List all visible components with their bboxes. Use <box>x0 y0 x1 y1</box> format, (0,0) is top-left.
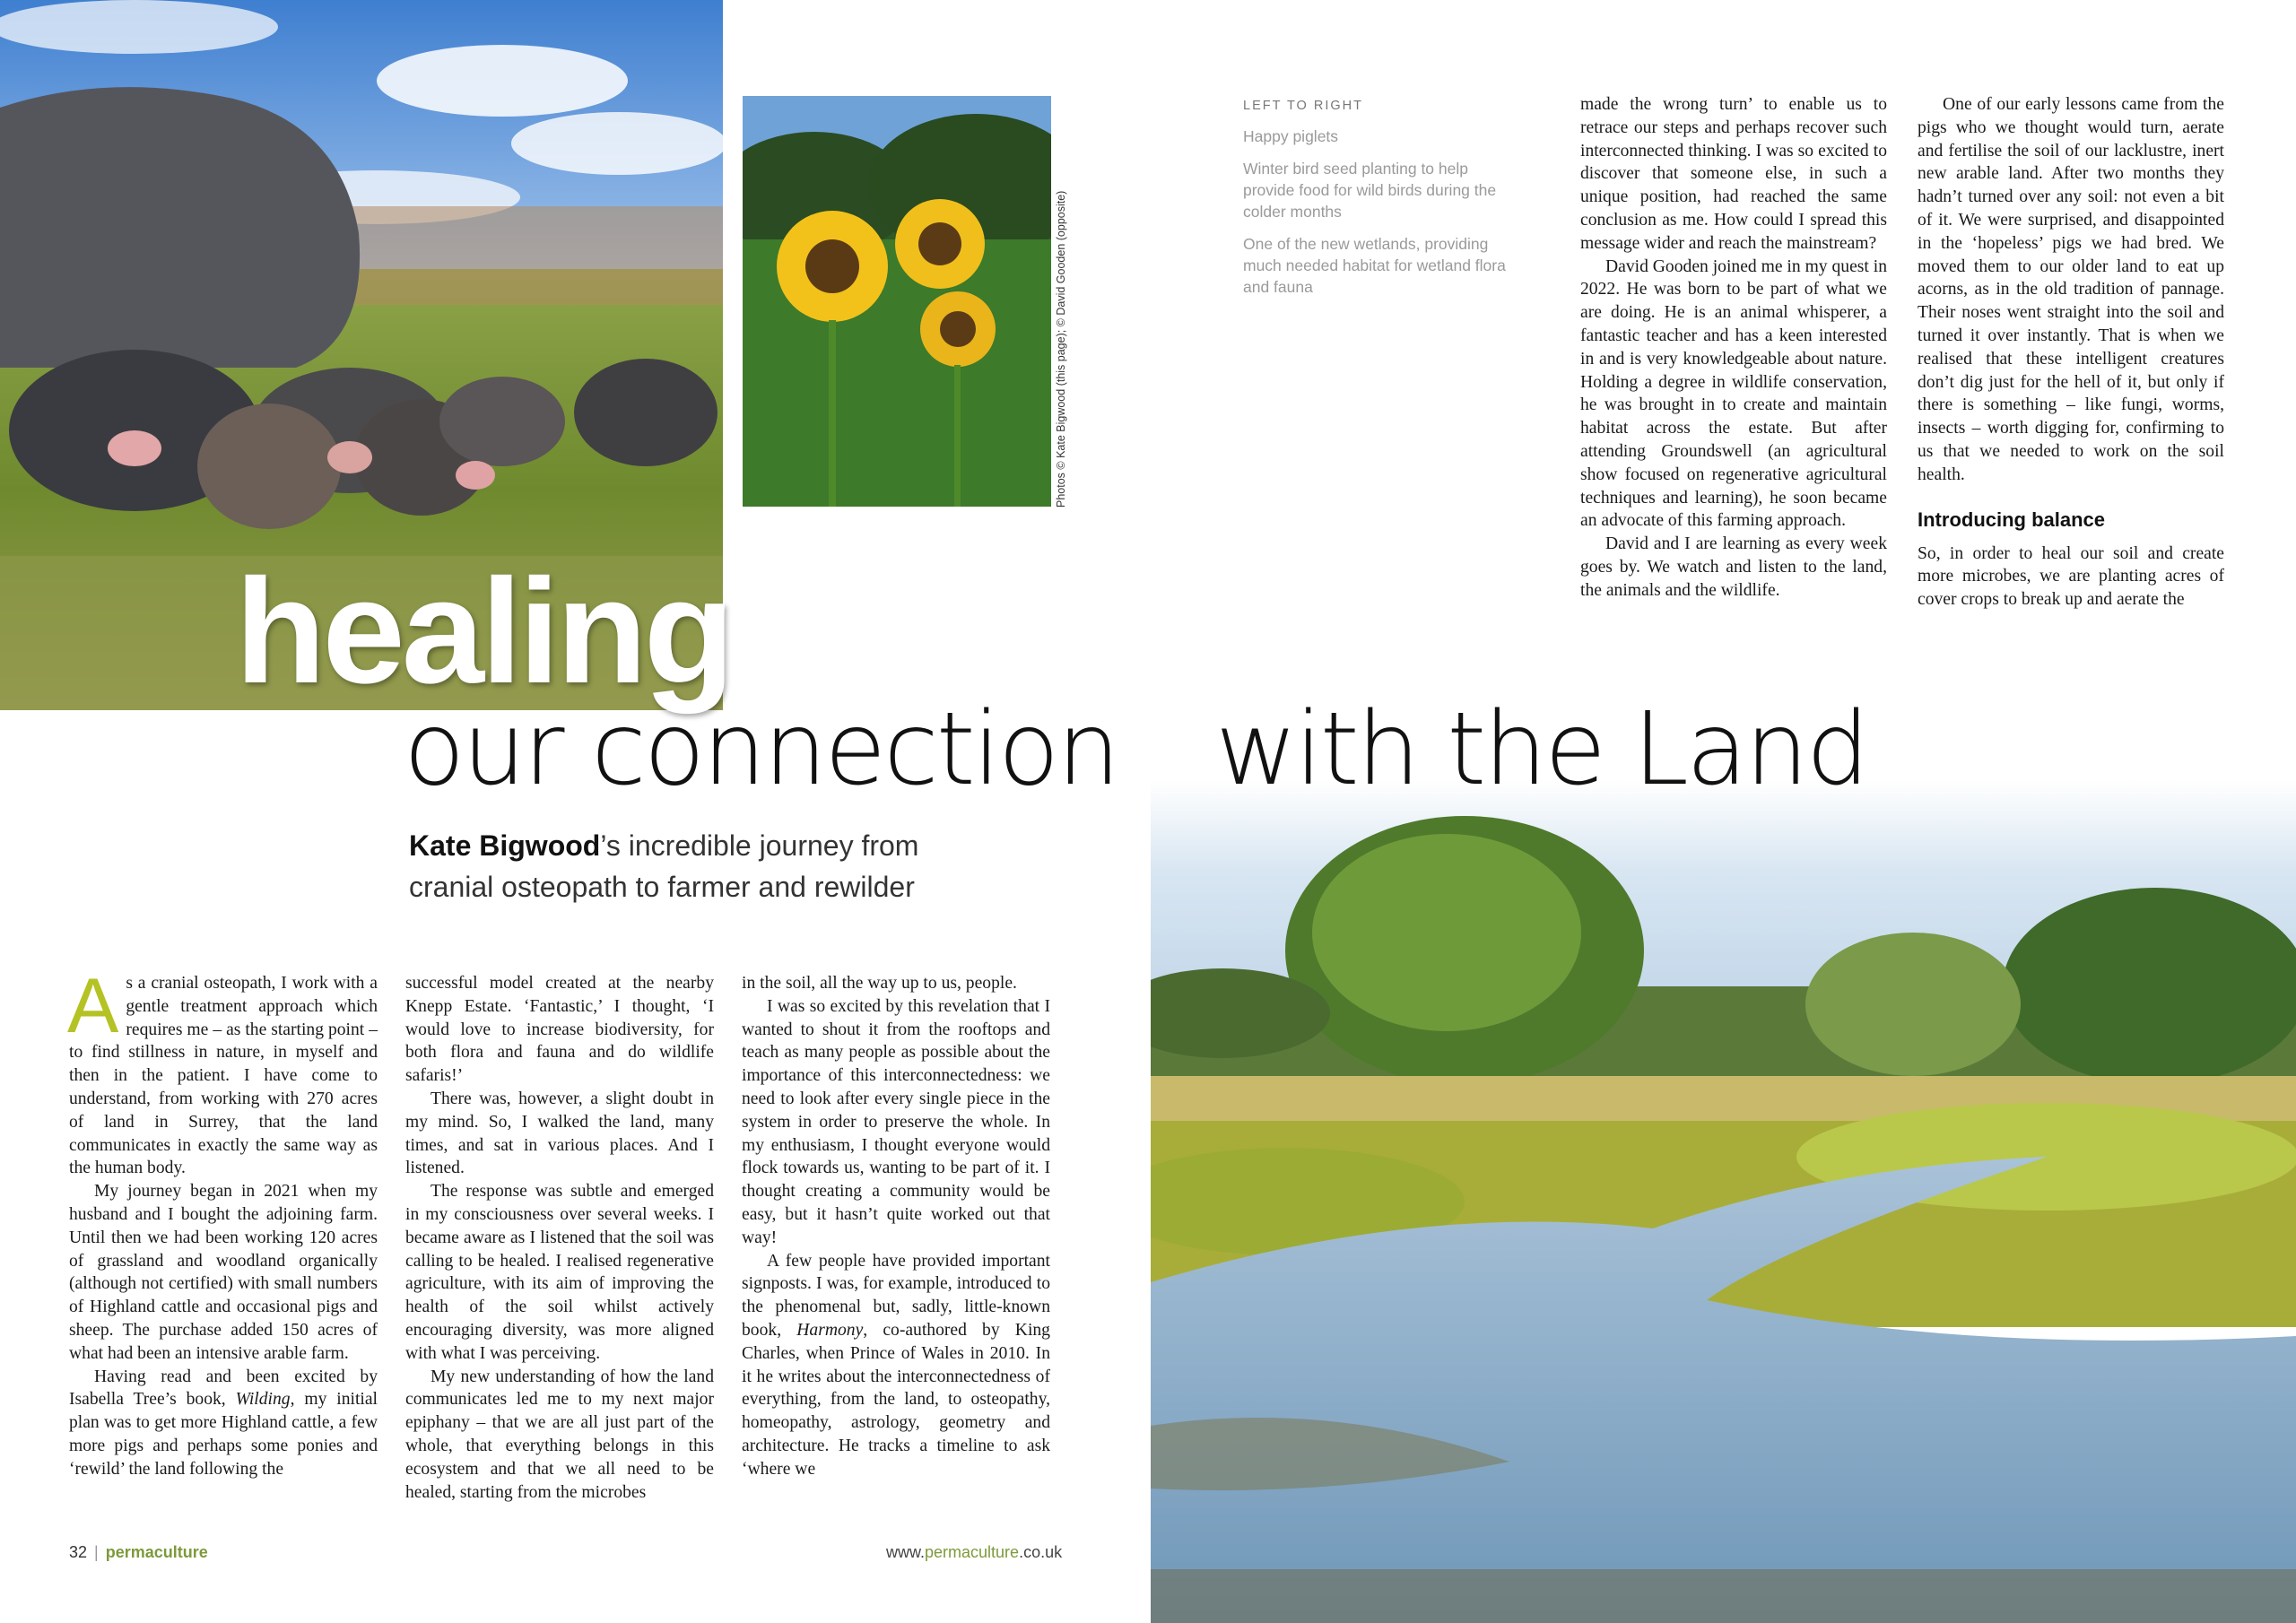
paragraph: Having read and been excited by Isabella Tree’s book, Wilding, my initial plan was to get more Highland cattle, a few more pigs and perhaps some ponies and ‘rewild’ the land following the <box>69 1367 378 1479</box>
headline-word-healing: healing <box>235 549 732 715</box>
website-url: www.permaculture.co.uk <box>886 1543 1063 1561</box>
body-column-1 <box>67 963 378 1481</box>
body-column-4 <box>1580 93 1887 603</box>
magazine-logo: permaculture <box>105 1543 208 1561</box>
book-title: Harmony <box>796 1320 864 1340</box>
body-column-5 <box>1918 93 2224 612</box>
body-column-3 <box>742 972 1050 1481</box>
paragraph: There was, however, a slight doubt in my mind. So, I walked the land, many times, and sat in various places. And I listened. <box>405 1089 714 1178</box>
paragraph: successful model created at the nearby Knepp Estate. ‘Fantastic,’ I thought, ‘I would love to increase biodiversity, for both flora and fauna and do wildlife safaris!’ <box>405 974 714 1086</box>
body-column-2 <box>405 972 714 1504</box>
paragraph: I was so excited by this revelation that I wanted to shout it from the rooftops and teach as many people as possible about the importance of this interconnectedness: we need to look after every single piece in the system in order to preserve the whole. In my enthusiasm, I thought everyone would flock towards us, wanting to be part of it. I thought creating a community would be easy, but it hasn’t quite worked out that way! <box>742 996 1050 1247</box>
page-folio <box>69 1543 208 1562</box>
paragraph: One of our early lessons came from the pigs who we thought would turn, aerate and fertilise the soil of our lacklustre, inert new arable land. After two months they hadn’t turned over any soil: not even a bit of it. We were surprised, and disappointed in the ‘hopeless’ pigs we had bred. We moved them to our older land to eat up acorns, as in the old tradition of pannage. Their noses went straight into the soil and turned it over instantly. That is when we realised that these intelligent creatures don’t dig just for the hell of it, but only if there is something – like fungi, worms, insects – worth digging for, confirming to us that we needed to work on the soil health. <box>1918 95 2224 484</box>
subheading: Introducing balance <box>1918 508 2106 531</box>
wetland-photo <box>1151 780 2296 1623</box>
paragraph: in the soil, all the way up to us, people. <box>742 974 1017 993</box>
caption-2: Winter bird seed planting to help provide food for wild birds during the colder months <box>1243 160 1497 221</box>
photo-captions <box>1243 95 1512 308</box>
headline-our-connection: our connection <box>404 691 1118 808</box>
folio-separator: | <box>94 1543 99 1561</box>
paragraph: A few people have provided important signposts. I was, for example, introduced to the phenomenal but, sadly, little-known book, Harmony, co-authored by King Charles, when Prince of Wales in 2010. In it he writes about the interconnectedness of everything, from the land, to osteopathy, homeopathy, astrology, geometry and architecture. He tracks a timeline to ask ‘where we <box>742 1251 1050 1479</box>
standfirst <box>409 825 965 907</box>
paragraph: As a cranial osteopath, I work with a gentle treatment approach which requires me – as the starting point – to find stillness in nature, in myself and then in the patient. I have come to understand, from working with 270 acres of land in Surrey, that the land communicates in exactly the same way as the human body. <box>67 963 378 1178</box>
drop-cap: A <box>67 963 119 1049</box>
paragraph: David Gooden joined me in my quest in 2022. He was born to be part of what we are doing. He is an animal whisperer, a fantastic teacher and has a keen interested in and is very knowledgeable about nature. Holding a degree in wildlife conservation, he was brought in to create and maintain habitat across the estate. But after attending Groundswell (an agricultural show focused on regenerative agricultural techniques and learning), he soon became an advocate of this farming approach. <box>1580 256 1887 531</box>
paragraph: My new understanding of how the land communicates led me to my next major epiphany – that we are all just part of the whole, that everything belongs in this ecosystem and that we all need to be healed, starting from the microbes <box>405 1367 714 1502</box>
captions-label: LEFT TO RIGHT <box>1243 99 1363 113</box>
caption-3: One of the new wetlands, providing much needed habitat for wetland flora and fauna <box>1243 235 1506 296</box>
caption-1: Happy piglets <box>1243 127 1339 145</box>
standfirst-text-2: cranial osteopath to farmer and rewilder <box>409 871 915 903</box>
standfirst-text-1: ’s incredible journey from <box>600 829 919 862</box>
author-name: Kate Bigwood <box>409 829 601 862</box>
paragraph: made the wrong turn’ to enable us to retrace our steps and perhaps recover such interconnected thinking. I was so excited to discover that someone else, in such a unique position, had reached the same conclusion as me. How could I spread this message wider and reach the mainstream? <box>1580 95 1887 253</box>
sunflowers-photo <box>743 96 1051 507</box>
photo-credit: Photos © Kate Bigwood (this page); © David Gooden (opposite) <box>1055 190 1067 508</box>
paragraph: So, in order to heal our soil and create more microbes, we are planting acres of cover crops to break up and aerate the <box>1918 543 2224 610</box>
paragraph: The response was subtle and emerged in my consciousness over several weeks. I became aware as I listened that the soil was calling to be healed. I realised regenerative agriculture, with its aim of improving the health of the soil whilst actively encouraging diversity, was more aligned with what I was perceiving. <box>405 1182 714 1363</box>
headline-with-the-land: with the Land <box>1215 691 1867 808</box>
book-title: Wilding <box>235 1390 291 1410</box>
page-number: 32 <box>69 1543 88 1561</box>
paragraph: My journey began in 2021 when my husband and I bought the adjoining farm. Until then we had been working 120 acres of grassland and woodland organically (although not certified) with small numbers of Highland cattle and occasional pigs and sheep. The purchase added 150 acres of what had been an intensive arable farm. <box>69 1182 378 1363</box>
paragraph: David and I are learning as every week goes by. We watch and listen to the land, the animals and the wildlife. <box>1580 534 1887 600</box>
